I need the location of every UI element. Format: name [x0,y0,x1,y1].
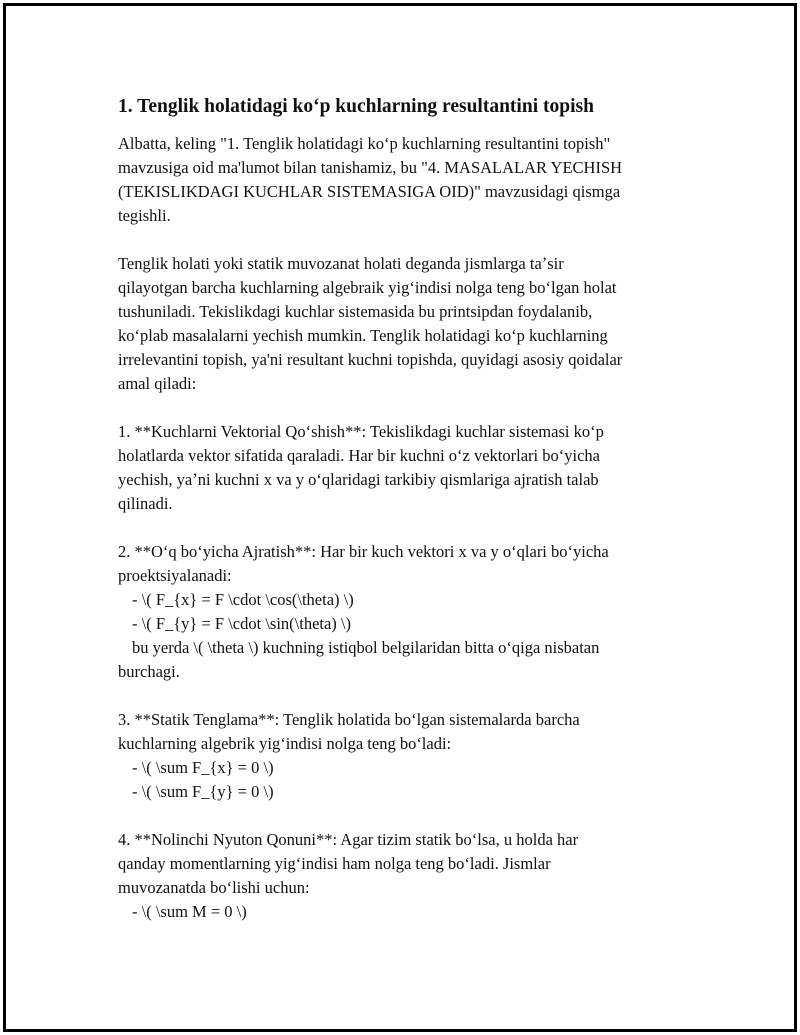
text-line: qilinadi. [118,494,173,513]
text-line: yechish, yaʼni kuchni x va y oʻqlaridagi tarkibiy qismlariga ajratish talab [118,470,599,489]
text-line: - \( \sum F_{x} = 0 \) [132,758,274,777]
text-line: burchagi. [118,662,180,681]
document-title: 1. Tenglik holatidagi koʻp kuchlarning resultantini topish [118,96,594,117]
text-line: (TEKISLIKDAGI KUCHLAR SISTEMASIGA OID)" mavzusidagi qismga [118,182,621,201]
text-line: 3. **Statik Tenglama**: Tenglik holatida boʻlgan sistemalarda barcha [118,710,580,729]
text-line: - \( F_{y} = F \cdot \sin(\theta) \) [132,614,351,633]
text-line: 4. **Nolinchi Nyuton Qonuni**: Agar tizim statik boʻlsa, u holda har [118,830,579,849]
text-line: qanday momentlarning yigʻindisi ham nolga teng boʻladi. Jismlar [118,854,551,873]
paragraph [118,132,688,228]
paragraph [118,252,688,396]
text-line: kuchlarning algebrik yigʻindisi nolga teng boʻladi: [118,734,452,753]
text-line: bu yerda \( \theta \) kuchning istiqbol belgilaridan bitta oʻqiga nisbatan [132,638,600,657]
paragraph [118,420,688,516]
text-line: irrelevantini topish, ya'ni resultant kuchni topishda, quyidagi asosiy qoidalar [118,350,623,369]
text-line: qilayotgan barcha kuchlarning algebraik yigʻindisi nolga teng boʻlgan holat [118,278,617,297]
paragraph [118,708,688,804]
paragraph [118,828,688,924]
text-line: 1. **Kuchlarni Vektorial Qoʻshish**: Tekislikdagi kuchlar sistemasi koʻp [118,422,604,441]
text-line: 2. **Oʻq boʻyicha Ajratish**: Har bir kuch vektori x va y oʻqlari boʻyicha [118,542,609,561]
text-line: - \( F_{x} = F \cdot \cos(\theta) \) [132,590,354,609]
document-body [118,94,688,948]
text-line: Albatta, keling "1. Tenglik holatidagi koʻp kuchlarning resultantini topish" [118,134,611,153]
text-line: - \( \sum M = 0 \) [132,902,247,921]
text-line: tushuniladi. Tekislikdagi kuchlar sistemasida bu printsipdan foydalanib, [118,302,593,321]
text-line: tegishli. [118,206,171,225]
text-line: mavzusiga oid ma'lumot bilan tanishamiz, bu "4. MASALALAR YECHISH [118,158,623,177]
text-line: holatlarda vektor sifatida qaraladi. Har bir kuchni oʻz vektorlari boʻyicha [118,446,600,465]
text-line: - \( \sum F_{y} = 0 \) [132,782,274,801]
text-line: koʻplab masalalarni yechish mumkin. Tenglik holatidagi koʻp kuchlarning [118,326,608,345]
text-line: proektsiyalanadi: [118,566,232,585]
paragraphs-container [118,132,688,924]
paragraph [118,540,688,684]
text-line: Tenglik holati yoki statik muvozanat holati deganda jismlarga taʼsir [118,254,564,273]
text-line: amal qiladi: [118,374,197,393]
text-line: muvozanatda boʻlishi uchun: [118,878,310,897]
